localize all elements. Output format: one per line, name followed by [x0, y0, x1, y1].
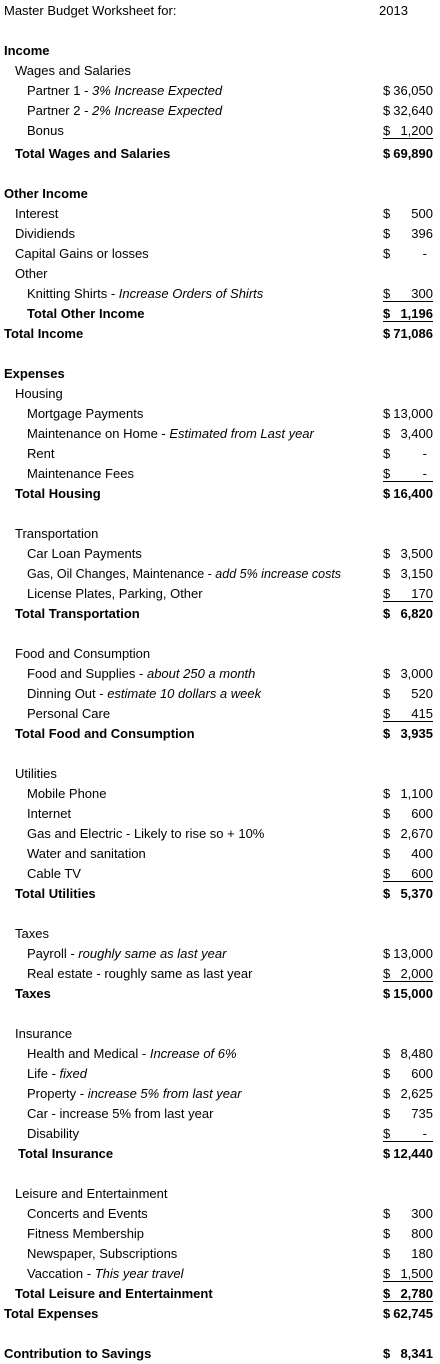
line-item-personal-care: Personal Care $ 415 — [27, 706, 433, 721]
total-row-transportation: Total Transportation $ 6,820 — [0, 604, 440, 624]
line-item-fitness: Fitness Membership $ 800 — [0, 1224, 440, 1244]
amount-cell: $ - — [383, 1124, 433, 1142]
line-item-car-insurance: Car - increase 5% from last year $ 735 — [0, 1104, 440, 1124]
line-item-gas-oil: Gas, Oil Changes, Maintenance - add 5% increase costs $ 3,150 — [0, 564, 440, 584]
line-item-food-supplies: Food and Supplies - about 250 a month $ 3,000 — [0, 664, 440, 684]
amount-cell: $ 12,440 — [383, 1146, 433, 1161]
subsection-heading-leisure: Leisure and Entertainment — [15, 1186, 168, 1201]
amount-cell: $ 13,000 — [383, 946, 433, 961]
amount-cell: $ 400 — [383, 846, 433, 861]
line-item-gas-electric: Gas and Electric - Likely to rise so + 10% $ 2,670 — [0, 824, 440, 844]
amount-cell: $ 300 — [383, 1206, 433, 1221]
amount-cell: $ 36,050 — [383, 83, 433, 98]
year-cell: 2013 — [379, 3, 408, 18]
line-item-water: Water and sanitation $ 400 — [0, 844, 440, 864]
section-heading-other-income: Other Income — [4, 186, 88, 201]
line-item-concerts: Concerts and Events $ 300 — [0, 1204, 440, 1224]
line-item-maintenance-fees: Maintenance Fees $ - — [0, 464, 440, 484]
line-item-real-estate: Real estate - roughly same as last year $ 2,000 — [27, 966, 433, 981]
amount-cell: $ 3,000 — [383, 666, 433, 681]
line-item-internet: Internet $ 600 — [0, 804, 440, 824]
total-row-leisure: Total Leisure and Entertainment $ 2,780 — [15, 1286, 433, 1301]
line-item-vaccation: Vaccation - This year travel $ 1,500 — [27, 1266, 433, 1281]
amount-cell: $ 600 — [383, 806, 433, 821]
line-item-mortgage: Mortgage Payments $ 13,000 — [0, 404, 440, 424]
line-item-health: Health and Medical - Increase of 6% $ 8,480 — [0, 1044, 440, 1064]
amount-cell: $ 6,820 — [383, 606, 433, 621]
subsection-heading-housing: Housing — [15, 386, 63, 401]
amount-cell: $ 500 — [383, 206, 433, 221]
amount-cell: $ 735 — [383, 1106, 433, 1121]
total-row-savings: Contribution to Savings $ 8,341 — [0, 1344, 440, 1364]
amount-cell: $ 1,100 — [383, 786, 433, 801]
amount-cell: $ 3,935 — [383, 726, 433, 741]
amount-cell: $ 32,640 — [383, 103, 433, 118]
amount-cell: $ 3,500 — [383, 546, 433, 561]
line-item-mobile-phone: Mobile Phone $ 1,100 — [0, 784, 440, 804]
amount-cell: $ 170 — [383, 586, 433, 601]
amount-cell: $ 2,625 — [383, 1086, 433, 1101]
line-item-partner-1: Partner 1 - 3% Increase Expected $ 36,050 — [0, 81, 440, 101]
amount-cell: $ 16,400 — [383, 486, 433, 501]
subsection-heading-food: Food and Consumption — [15, 646, 151, 661]
total-row-wages: Total Wages and Salaries $ 69,890 — [0, 144, 440, 164]
amount-cell: $ 5,370 — [383, 886, 433, 901]
amount-cell: $ 69,890 — [383, 146, 433, 161]
amount-cell: $ 1,200 — [383, 123, 433, 138]
line-item-rent: Rent $ - — [0, 444, 440, 464]
line-item-dinning-out: Dinning Out - estimate 10 dollars a week $ 520 — [0, 684, 440, 704]
amount-cell: $ 396 — [383, 226, 433, 241]
line-item-car-loan: Car Loan Payments $ 3,500 — [0, 544, 440, 564]
line-item-license-plates: License Plates, Parking, Other $ 170 — [27, 586, 433, 601]
amount-cell: $ 600 — [383, 866, 433, 881]
amount-cell: $ 2,000 — [383, 966, 433, 981]
subsection-heading-transportation: Transportation — [15, 526, 99, 541]
amount-cell: $ 3,400 — [383, 426, 433, 441]
total-row-food: Total Food and Consumption $ 3,935 — [0, 724, 440, 744]
amount-cell: $ 520 — [383, 686, 433, 701]
amount-cell: $ 2,780 — [383, 1286, 433, 1301]
worksheet-title: Master Budget Worksheet for: — [4, 3, 177, 18]
header-row — [0, 1, 440, 21]
line-item-other: Other — [15, 266, 48, 281]
line-item-capital-gains: Capital Gains or losses $ - — [0, 244, 440, 264]
total-row-taxes: Taxes $ 15,000 — [0, 984, 440, 1004]
amount-cell: $ 13,000 — [383, 406, 433, 421]
total-row-other-income: Total Other Income $ 1,196 — [27, 306, 433, 321]
section-heading-income: Income — [4, 43, 50, 58]
total-row-expenses: Total Expenses $ 62,745 — [0, 1304, 440, 1324]
subsection-heading-wages: Wages and Salaries — [15, 63, 131, 78]
amount-cell: $ - — [383, 446, 427, 461]
subsection-heading-insurance: Insurance — [15, 1026, 73, 1041]
line-item-partner-2: Partner 2 - 2% Increase Expected $ 32,640 — [0, 101, 440, 121]
amount-cell: $ 2,670 — [383, 826, 433, 841]
amount-cell: $ - — [383, 464, 433, 482]
amount-cell: $ 300 — [383, 286, 433, 301]
line-item-property: Property - increase 5% from last year $ 2,625 — [0, 1084, 440, 1104]
line-item-dividends: Dividiends $ 396 — [0, 224, 440, 244]
amount-cell: $ 8,480 — [383, 1046, 433, 1061]
line-item-disability: Disability $ - — [0, 1124, 440, 1144]
amount-cell: $ 8,341 — [383, 1346, 433, 1361]
line-item-life: Life - fixed $ 600 — [0, 1064, 440, 1084]
amount-cell: $ 62,745 — [383, 1306, 433, 1321]
subsection-heading-taxes: Taxes — [15, 926, 49, 941]
total-row-utilities: Total Utilities $ 5,370 — [0, 884, 440, 904]
amount-cell: $ 600 — [383, 1066, 433, 1081]
line-item-newspaper: Newspaper, Subscriptions $ 180 — [0, 1244, 440, 1264]
total-row-housing: Total Housing $ 16,400 — [0, 484, 440, 504]
amount-cell: $ 1,196 — [383, 306, 433, 321]
line-item-maintenance-home: Maintenance on Home - Estimated from Last year $ 3,400 — [0, 424, 440, 444]
line-item-bonus: Bonus $ 1,200 — [27, 123, 433, 138]
amount-cell: $ 180 — [383, 1246, 433, 1261]
line-item-cable-tv: Cable TV $ 600 — [27, 866, 433, 881]
total-row-insurance: Total Insurance $ 12,440 — [0, 1144, 440, 1164]
amount-cell: $ 415 — [383, 706, 433, 721]
total-row-income: Total Income $ 71,086 — [0, 324, 440, 344]
amount-cell: $ 15,000 — [383, 986, 433, 1001]
line-item-interest: Interest $ 500 — [0, 204, 440, 224]
amount-cell: $ 1,500 — [383, 1266, 433, 1281]
amount-cell: $ 3,150 — [383, 566, 433, 581]
subsection-heading-utilities: Utilities — [15, 766, 57, 781]
section-heading-expenses: Expenses — [4, 366, 65, 381]
amount-cell: $ 71,086 — [383, 326, 433, 341]
amount-cell: $ 800 — [383, 1226, 433, 1241]
line-item-payroll: Payroll - roughly same as last year $ 13,000 — [0, 944, 440, 964]
amount-cell: $ - — [383, 246, 427, 261]
line-item-knitting-shirts: Knitting Shirts - Increase Orders of Shirts $ 300 — [27, 286, 433, 301]
